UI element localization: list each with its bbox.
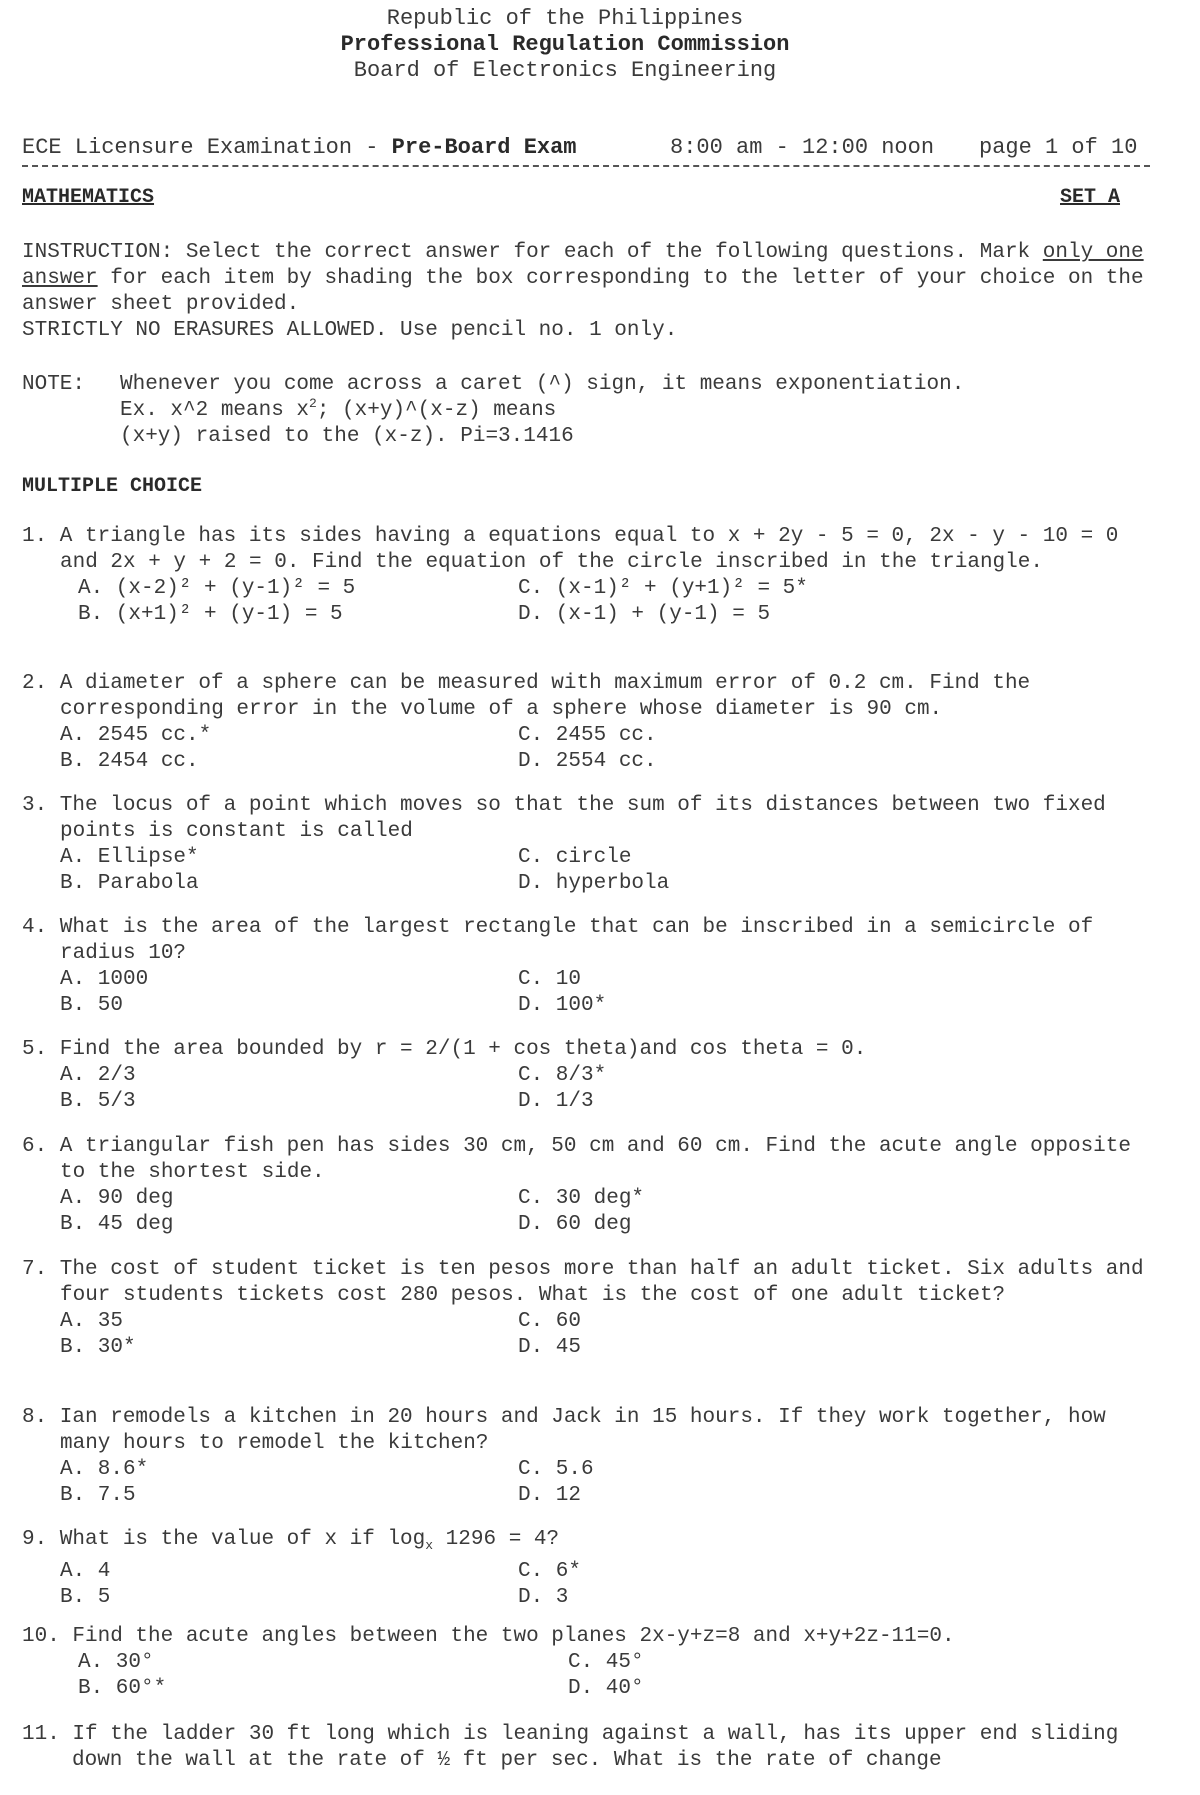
question-stem: 4. What is the area of the largest rectangle that can be inscribed in a semicircle of radius 10?	[22, 916, 1094, 965]
question-options	[22, 1186, 1152, 1238]
option-c: C. 10	[518, 968, 582, 991]
option-c: C. 30 deg*	[518, 1187, 645, 1210]
option-c: C. 60	[518, 1310, 582, 1333]
option-c: C. 8/3*	[518, 1064, 607, 1087]
question-options	[22, 1559, 1152, 1611]
option-d: D. 12	[518, 1484, 582, 1507]
question-options	[22, 723, 1152, 775]
instruction-block	[22, 240, 1152, 344]
note-example-2: ; (x+y)^(x-z) means	[316, 399, 557, 422]
option-a: A. 1000	[60, 968, 149, 991]
option-d: D. 1/3	[518, 1090, 594, 1113]
question-4	[22, 915, 1152, 1019]
instruction-strict: STRICTLY NO ERASURES ALLOWED. Use pencil no. 1 only.	[22, 319, 678, 342]
question-3	[22, 793, 1152, 897]
question-5	[22, 1037, 1152, 1115]
question-1	[22, 524, 1152, 628]
option-d: D. 60 deg	[518, 1213, 632, 1236]
option-b: B. (x+1)² + (y-1) = 5	[78, 603, 343, 626]
exam-title: ECE Licensure Examination -	[22, 135, 392, 160]
question-11	[22, 1722, 1152, 1774]
option-b: B. Parabola	[60, 872, 199, 895]
question-stem: 6. A triangular fish pen has sides 30 cm, 50 cm and 60 cm. Find the acute angle opposite to the shortest side.	[22, 1135, 1131, 1184]
option-a: A. 35	[60, 1310, 124, 1333]
option-b: B. 50	[60, 994, 124, 1017]
question-2	[22, 671, 1152, 775]
option-d: D. 40°	[568, 1677, 644, 1700]
option-a: A. 2/3	[60, 1064, 136, 1087]
option-b: B. 30*	[60, 1336, 136, 1359]
option-b: B. 60°*	[78, 1677, 167, 1700]
option-a: A. Ellipse*	[60, 846, 199, 869]
instruction-text-2: for each item by shading the box corresponding to the letter of your choice on the answer sheet provided.	[22, 267, 1144, 316]
option-d: D. 45	[518, 1336, 582, 1359]
option-c: C. 45°	[568, 1651, 644, 1674]
option-d: D. 2554 cc.	[518, 750, 657, 773]
header-board: Board of Electronics Engineering	[353, 58, 777, 83]
question-options	[22, 1457, 1152, 1509]
option-a: A. 4	[60, 1560, 111, 1584]
question-options	[22, 1063, 1152, 1115]
note-superscript: 2	[309, 396, 317, 411]
note-line-3: (x+y) raised to the (x-z). Pi=3.1416	[120, 425, 574, 448]
question-stem: 11. If the ladder 30 ft long which is leaning against a wall, has its upper end sliding down the wall at the rate of ½ ft per sec. What is the rate of change	[22, 1723, 1119, 1772]
question-stem: 3. The locus of a point which moves so that the sum of its distances between two fixed points is constant is called	[22, 794, 1106, 843]
option-c: C. 5.6	[518, 1458, 594, 1481]
question-options	[22, 1650, 1152, 1702]
option-a: A. 30°	[78, 1651, 154, 1674]
question-options	[22, 845, 1152, 897]
option-c: C. circle	[518, 846, 632, 869]
question-stem: 10. Find the acute angles between the two planes 2x-y+z=8 and x+y+2z-11=0.	[22, 1625, 955, 1648]
question-stem-text-2: 1296 = 4?	[433, 1528, 560, 1551]
option-d: D. 100*	[518, 994, 607, 1017]
section-title: MULTIPLE CHOICE	[22, 475, 203, 498]
note-line-2	[120, 398, 1070, 424]
option-a: A. (x-2)² + (y-1)² = 5	[78, 577, 356, 600]
option-a: A. 2545 cc.*	[60, 724, 212, 747]
document-header	[0, 6, 1130, 84]
question-stem-text: 9. What is the value of x if log	[22, 1528, 426, 1551]
question-8	[22, 1405, 1152, 1509]
note-example: Ex. x^2 means x	[120, 399, 310, 422]
option-a: A. 90 deg	[60, 1187, 174, 1210]
option-c: C. (x-1)² + (y+1)² = 5*	[518, 577, 808, 600]
note-label: NOTE:	[22, 373, 86, 396]
question-options	[22, 967, 1152, 1019]
option-b: B. 2454 cc.	[60, 750, 199, 773]
note-line-1: Whenever you come across a caret (^) sign, it means exponentiation.	[120, 373, 965, 396]
question-stem: 8. Ian remodels a kitchen in 20 hours and Jack in 15 hours. If they work together, how many hours to remodel the kitchen?	[22, 1406, 1106, 1455]
exam-time: 8:00 am - 12:00 noon	[670, 135, 935, 160]
question-stem	[22, 1527, 1152, 1559]
header-commission: Professional Regulation Commission	[340, 32, 790, 57]
log-base-subscript: x	[425, 1538, 434, 1554]
question-options	[22, 1309, 1152, 1361]
header-republic: Republic of the Philippines	[386, 6, 744, 31]
set-label: SET A	[1060, 186, 1121, 209]
question-options	[22, 576, 1152, 628]
question-stem: 7. The cost of student ticket is ten pesos more than half an adult ticket. Six adults and four students tickets cost 280 pesos. What is the cost of one adult ticket?	[22, 1258, 1144, 1307]
instruction-underlined: only one answer	[22, 241, 1144, 290]
option-b: B. 7.5	[60, 1484, 136, 1507]
question-stem: 5. Find the area bounded by r = 2/(1 + cos theta)and cos theta = 0.	[22, 1038, 867, 1061]
instruction-text-1: INSTRUCTION: Select the correct answer for each of the following questions. Mark	[22, 241, 1043, 264]
option-d: D. 3	[518, 1586, 569, 1610]
option-b: B. 5	[60, 1586, 111, 1610]
option-b: B. 5/3	[60, 1090, 136, 1113]
question-6	[22, 1134, 1152, 1238]
option-c: C. 6*	[518, 1560, 582, 1584]
option-d: D. (x-1) + (y-1) = 5	[518, 603, 771, 626]
page-number: page 1 of 10	[979, 135, 1138, 160]
dashed-divider	[22, 165, 1150, 167]
question-7	[22, 1257, 1152, 1361]
question-9	[22, 1527, 1152, 1611]
option-b: B. 45 deg	[60, 1213, 174, 1236]
question-stem: 2. A diameter of a sphere can be measured with maximum error of 0.2 cm. Find the corresponding error in the volume of a sphere whose diameter is 90 cm.	[22, 672, 1031, 721]
exam-info-line	[22, 135, 1150, 161]
option-c: C. 2455 cc.	[518, 724, 657, 747]
option-d: D. hyperbola	[518, 872, 670, 895]
question-10	[22, 1624, 1152, 1702]
question-stem: 1. A triangle has its sides having a equations equal to x + 2y - 5 = 0, 2x - y - 10 = 0 and 2x + y + 2 = 0. Find the equation of the circle inscribed in the triangle.	[22, 525, 1119, 574]
exam-type: Pre-Board Exam	[391, 135, 577, 160]
option-a: A. 8.6*	[60, 1458, 149, 1481]
subject-title: MATHEMATICS	[22, 186, 155, 209]
note-body	[120, 372, 1070, 450]
